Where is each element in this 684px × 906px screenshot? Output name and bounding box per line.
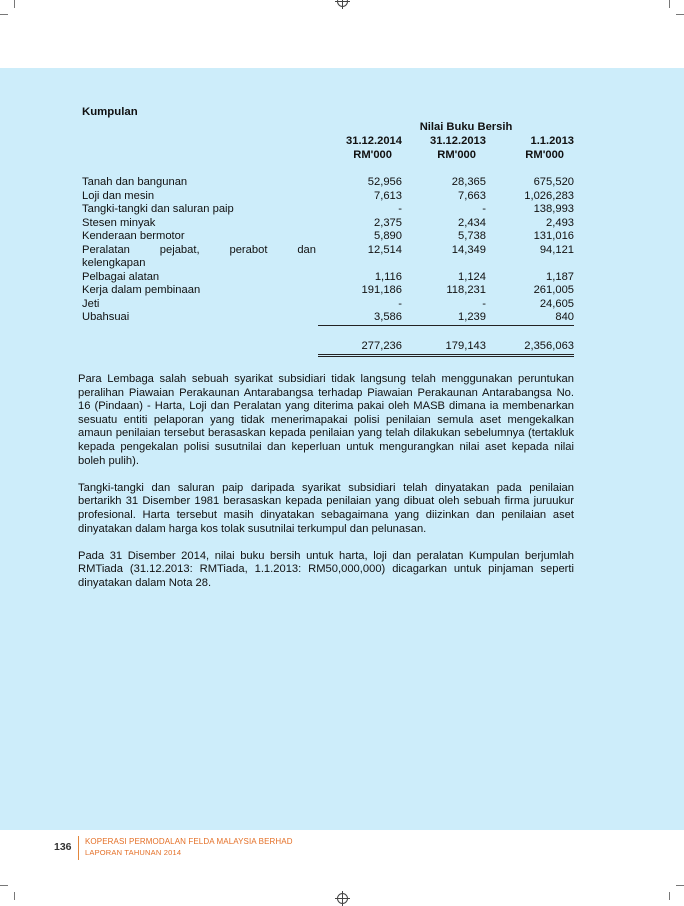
financial-table-section — [82, 106, 574, 357]
row-label: Pelbagai alatan — [82, 270, 160, 283]
cell-value: 138,993 — [533, 203, 575, 215]
cell-value: 131,016 — [533, 230, 575, 242]
table-row — [82, 176, 574, 190]
table-row — [82, 190, 574, 204]
column-header-unit: RM'000 — [525, 149, 565, 161]
paragraph: Tangki-tangki dan saluran paip daripada syarikat subsidiari telah dinyatakan pada penilaian bertarikh 31 Disember 1981 berasaskan kepada penilaian yang dibuat oleh sebuah firma juruukur profesional. Harta tersebut masih dinyatakan sebagaimana yang diizinkan dan penilaian aset dinyatakan dalam harga kos tolak susutnilai terkumpul dan pelunasan. — [78, 481, 574, 535]
cell-value: 1,116 — [374, 270, 402, 283]
cell-value: 118,231 — [446, 284, 486, 296]
cell-value: 5,890 — [374, 230, 402, 242]
table-row — [82, 284, 574, 298]
registration-mark-bottom — [337, 893, 348, 904]
cell-value: 1,187 — [546, 270, 575, 283]
cell-value: - — [482, 203, 486, 215]
paragraph: Pada 31 Disember 2014, nilai buku bersih untuk harta, loji dan peralatan Kumpulan berjumlah RMTiada (31.12.2013: RMTiada, 1.1.2013: RM50,000,000) dicagarkan untuk pinjaman seperti dinyatakan dalam Nota 28. — [78, 549, 574, 589]
cell-value: 2,434 — [458, 216, 486, 229]
row-label-continuation: kelengkapan — [82, 257, 146, 269]
organization-name: KOPERASI PERMODALAN FELDA MALAYSIA BERHAD — [85, 837, 293, 846]
crop-mark — [669, 0, 670, 8]
cell-value: 3,586 — [318, 311, 402, 325]
cell-value: 675,520 — [533, 176, 575, 188]
crop-mark — [0, 885, 8, 886]
crop-mark — [676, 885, 684, 886]
cell-value: 2,493 — [546, 216, 575, 229]
cell-value: 191,186 — [361, 284, 402, 296]
row-label: Loji dan mesin — [82, 189, 155, 202]
table-row — [82, 217, 574, 231]
row-label — [82, 244, 318, 271]
column-header-date: 31.12.2014 — [346, 135, 402, 147]
cell-value: 12,514 — [367, 243, 402, 256]
cell-value: 7,613 — [374, 189, 402, 202]
cell-value: 28,365 — [451, 176, 486, 188]
cell-value: 7,663 — [458, 189, 486, 202]
cell-value: 24,605 — [539, 297, 575, 310]
cell-value: 1,026,283 — [524, 189, 575, 202]
column-header-unit: RM'000 — [353, 149, 392, 161]
section-title: Kumpulan — [82, 106, 138, 118]
crop-mark — [14, 892, 15, 900]
column-header-date: 1.1.2013 — [530, 135, 575, 147]
cell-value: 1,124 — [458, 270, 486, 283]
row-label: Kerja dalam pembinaan — [82, 284, 201, 296]
cell-value: 5,738 — [458, 230, 486, 242]
page-footer — [54, 836, 374, 862]
row-label: Tangki-tangki dan saluran paip — [82, 203, 234, 215]
cell-value: 261,005 — [533, 284, 575, 296]
table-row — [82, 230, 574, 244]
crop-mark — [669, 892, 670, 900]
net-book-value-table — [82, 120, 574, 357]
table-row — [82, 244, 574, 271]
group-header: Nilai Buku Bersih — [419, 121, 513, 133]
total-value: 179,143 — [402, 340, 486, 356]
crop-mark — [0, 14, 8, 15]
cell-value: - — [398, 203, 402, 215]
row-label: Kenderaan bermotor — [82, 230, 185, 242]
row-label: Tanah dan bangunan — [82, 176, 188, 188]
total-row — [82, 340, 574, 356]
table-row — [82, 311, 574, 325]
table-row — [82, 271, 574, 285]
page-number: 136 — [54, 841, 72, 853]
paragraph: Para Lembaga salah sebuah syarikat subsidiari tidak langsung telah menggunakan peruntukan peralihan Piawaian Perakaunan Antarabangsa terhadap Piawaian Perakaunan Antarabangsa No. 16 (Pindaan) - Harta, Loji dan Peralatan yang diterima pakai oleh MASB dimana ia membenarkan sesuatu entiti pelaporan yang tidak menerimapakai polisi penilaian semula aset mengekalkan amaun penilaian tersebut berasaskan kepada penilaian yang telah dilakukan sebelumnya (tertakluk kepada pengekalan polisi susutnilai dan keperluan untuk mengurangkan nilai aset kepada nilai boleh pulih). — [78, 373, 574, 467]
cell-value: - — [482, 297, 486, 310]
column-header-date: 31.12.2013 — [430, 135, 486, 147]
cell-value: 14,349 — [451, 243, 486, 256]
crop-mark — [14, 0, 15, 8]
cell-value: 840 — [486, 311, 574, 325]
notes-paragraphs — [78, 373, 574, 604]
cell-value: 94,121 — [539, 243, 575, 256]
cell-value: 52,956 — [367, 176, 402, 188]
row-label: Stesen minyak — [82, 216, 156, 229]
cell-value: - — [398, 297, 402, 310]
crop-mark — [676, 14, 684, 15]
row-label-line: Peralatan pejabat, perabot dan — [82, 243, 316, 256]
table-row — [82, 203, 574, 217]
column-header-unit: RM'000 — [437, 149, 476, 161]
table-row — [82, 298, 574, 312]
total-value: 277,236 — [318, 340, 402, 356]
cell-value: 1,239 — [402, 311, 486, 325]
footer-divider — [78, 836, 79, 860]
row-label: Ubahsuai — [82, 311, 130, 323]
cell-value: 2,375 — [374, 216, 402, 229]
report-title: LAPORAN TAHUNAN 2014 — [85, 848, 182, 857]
row-label: Jeti — [82, 297, 100, 310]
total-value: 2,356,063 — [486, 340, 574, 356]
registration-mark-top — [337, 0, 348, 7]
